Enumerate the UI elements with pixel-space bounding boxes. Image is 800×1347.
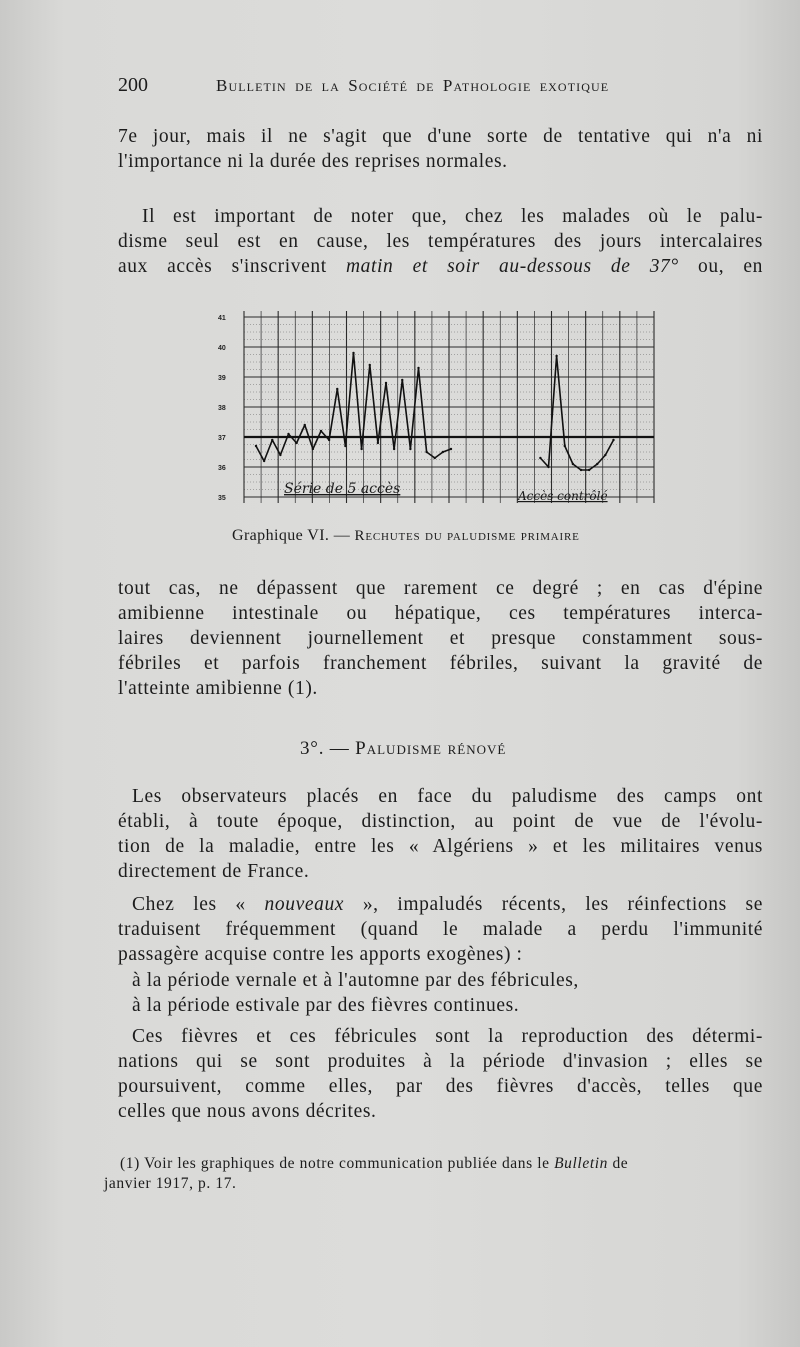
temperature-point [572, 463, 574, 465]
italic-word: Bulletin [554, 1155, 608, 1172]
temperature-point [255, 445, 257, 447]
text-line: directement de France. [118, 861, 310, 882]
annotation-controlled: Accès contrôlé [518, 489, 608, 503]
text-line: celles que nous avons décrites. [118, 1101, 377, 1122]
temperature-point [588, 469, 590, 471]
temperature-point [344, 445, 346, 447]
section-title: Paludisme rénové [355, 738, 507, 759]
temperature-point [393, 448, 395, 450]
paragraph-5 [118, 892, 763, 967]
page-header [118, 74, 678, 102]
temperature-point [555, 355, 557, 357]
y-tick-label: 39 [218, 375, 226, 382]
temperature-point [401, 379, 403, 381]
temperature-point [580, 469, 582, 471]
paragraph-2 [118, 204, 763, 279]
text-fragment: Chez les « [132, 894, 265, 915]
text-line [118, 892, 763, 917]
text-line: nations qui se sont produites à la période d'invasion ; elles se [118, 1051, 763, 1072]
temperature-point [312, 448, 314, 450]
temperature-point [295, 442, 297, 444]
text-line: fébriles et parfois franchement fébriles, suivant la gravité de [118, 653, 763, 674]
temperature-point [377, 442, 379, 444]
figure-caption [232, 527, 580, 545]
temperature-point [320, 430, 322, 432]
text-fragment: aux accès s'inscrivent [118, 256, 346, 277]
temperature-point [450, 448, 452, 450]
temperature-point [263, 460, 265, 462]
y-tick-label: 37 [218, 435, 226, 442]
text-line: poursuivent, comme elles, par des fièvres d'accès, telles que [118, 1076, 763, 1097]
text-line: tout cas, ne dépassent que rarement ce degré ; en cas d'épine [118, 578, 763, 599]
text-line: laires deviennent journellement et presque constamment sous- [118, 628, 763, 649]
temperature-point [304, 424, 306, 426]
list [132, 968, 732, 1018]
temperature-point [596, 463, 598, 465]
text-line: établi, à toute époque, distinction, au point de vue de l'évolu- [118, 811, 763, 832]
temperature-point [442, 451, 444, 453]
text-line: Ces fièvres et ces fébricules sont la reproduction des détermi- [132, 1026, 763, 1047]
caption-prefix: Graphique VI. — [232, 527, 355, 544]
page-number: 200 [118, 74, 148, 96]
text-fragment: ou, en [678, 256, 763, 277]
y-tick-label: 41 [218, 315, 226, 322]
temperature-point [539, 457, 541, 459]
footnote-line [104, 1154, 749, 1174]
text-line: passagère acquise contre les apports exogènes) : [118, 944, 523, 965]
paragraph-6 [118, 1024, 763, 1124]
text-line: tion de la maladie, entre les « Algériens » et les militaires venus [118, 836, 763, 857]
caption-title: Rechutes du paludisme primaire [354, 528, 580, 544]
temperature-point [328, 439, 330, 441]
text-line: disme seul est en cause, les températures des jours intercalaires [118, 231, 763, 252]
temperature-chart [212, 307, 662, 515]
text-line: Il est important de noter que, chez les malades où le palu- [142, 206, 763, 227]
annotation-series: Série de 5 accès [284, 481, 401, 497]
section-heading [300, 738, 506, 760]
temperature-point [547, 466, 549, 468]
text-line: l'importance ni la durée des reprises normales. [118, 151, 508, 172]
text-fragment: de [607, 1155, 629, 1172]
temperature-point [360, 448, 362, 450]
temperature-point [417, 367, 419, 369]
temperature-point [425, 451, 427, 453]
text-line [118, 254, 763, 279]
y-tick-label: 40 [218, 345, 226, 352]
temperature-point [409, 448, 411, 450]
text-fragment: (1) Voir les graphiques de notre communication publiée dans le [120, 1155, 555, 1172]
y-tick-label: 35 [218, 495, 226, 502]
temperature-point [287, 433, 289, 435]
temperature-point [352, 352, 354, 354]
figure-temperature-chart [212, 307, 662, 515]
italic-phrase: matin et soir au-dessous de 37° [345, 256, 679, 277]
y-tick-label: 38 [218, 405, 226, 412]
footnote [104, 1154, 749, 1194]
text-line: 7e jour, mais il ne s'agit que d'une sorte de tentative qui n'a ni [118, 126, 763, 147]
temperature-point [434, 457, 436, 459]
temperature-point [604, 454, 606, 456]
temperature-point [612, 439, 614, 441]
list-item: à la période vernale et à l'automne par des fébricules, [132, 970, 579, 991]
paragraph-3 [118, 576, 763, 701]
temperature-point [369, 364, 371, 366]
paragraph-4 [118, 784, 763, 884]
section-number: 3°. — [300, 738, 356, 759]
footnote-line: janvier 1917, p. 17. [104, 1175, 237, 1192]
temperature-point [271, 439, 273, 441]
y-tick-label: 36 [218, 465, 226, 472]
text-line: amibienne intestinale ou hépatique, ces températures interca- [118, 603, 763, 624]
temperature-point [336, 388, 338, 390]
temperature-point [385, 382, 387, 384]
temperature-point [279, 454, 281, 456]
text-line: l'atteinte amibienne (1). [118, 678, 318, 699]
text-fragment: », impaludés récents, les réinfections se [344, 894, 763, 915]
list-item: à la période estivale par des fièvres continues. [132, 995, 520, 1016]
italic-word: nouveaux [264, 894, 345, 915]
text-line: Les observateurs placés en face du paludisme des camps ont [132, 786, 763, 807]
running-title: Bulletin de la Société de Pathologie exotique [216, 76, 610, 95]
paragraph-1 [118, 124, 763, 174]
text-line: traduisent fréquemment (quand le malade a perdu l'immunité [118, 919, 763, 940]
temperature-point [564, 445, 566, 447]
